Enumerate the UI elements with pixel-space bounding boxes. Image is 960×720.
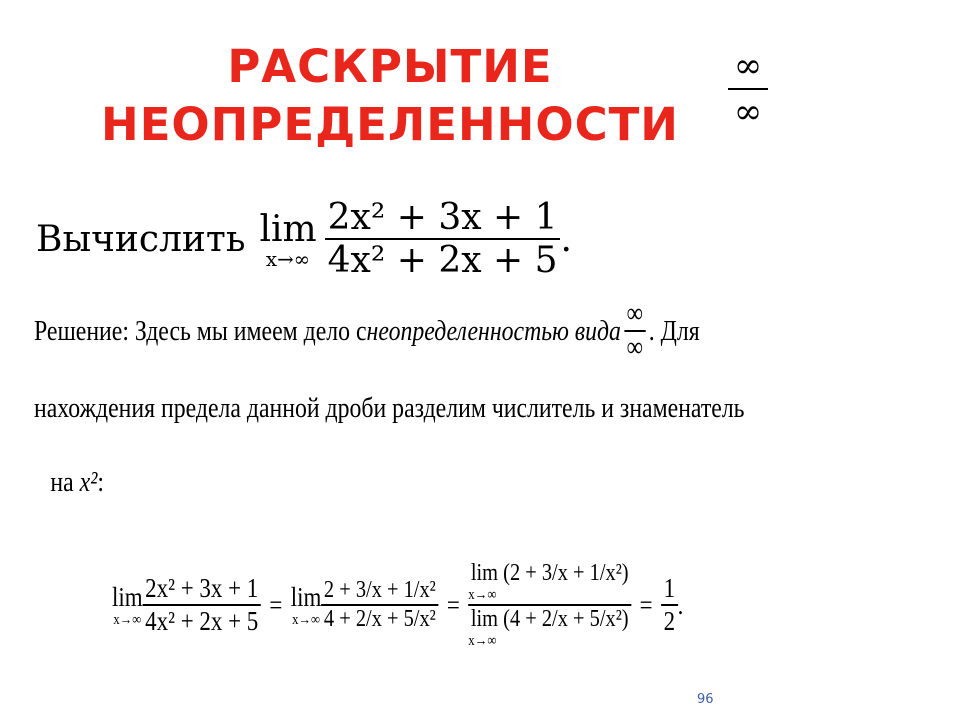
solution-line3-suffix: : — [97, 466, 104, 498]
formula-fraction-2 — [321, 577, 438, 633]
indeterminate-form — [726, 46, 770, 132]
formula-fraction-3 — [468, 560, 631, 650]
fraction-bar — [728, 88, 768, 90]
slide-title — [90, 38, 690, 154]
task-statement — [36, 194, 572, 284]
solution-italic: неопределенностью вида — [366, 314, 621, 347]
result-denominator: 2 — [663, 606, 676, 636]
lim-subscript: x→∞ — [468, 587, 497, 603]
task-label: Вычислить — [36, 218, 246, 260]
solution-line2: нахождения предела данной дроби разделим числитель и знаменатель — [34, 391, 745, 424]
formula-limit-2 — [291, 582, 322, 628]
solution-suffix: . Для — [648, 314, 700, 347]
slide-title-line2: НЕОПРЕДЕЛЕННОСТИ — [101, 98, 679, 151]
indeterminate-numerator: ∞ — [733, 46, 763, 86]
solution-fraction — [624, 298, 645, 364]
formula-f3-den — [468, 606, 631, 633]
task-fraction — [325, 197, 561, 281]
lim-text: lim — [112, 582, 143, 613]
solution-formula — [112, 540, 683, 670]
equals-sign: = — [639, 589, 653, 620]
formula-period: . — [677, 589, 684, 620]
formula-f3-num — [468, 560, 631, 587]
solution-line3 — [50, 466, 104, 499]
formula-result — [661, 573, 678, 637]
solution-frac-den: ∞ — [626, 332, 644, 363]
slide-title-line1: РАСКРЫТИЕ — [227, 40, 553, 93]
formula-f1-den: 4x² + 2x + 5 — [145, 606, 259, 636]
formula-f2-den: 4 + 2/x + 5/x² — [323, 606, 436, 632]
indeterminate-denominator: ∞ — [733, 92, 763, 132]
solution-line3-var: x² — [79, 466, 98, 498]
solution-prefix: Решение: Здесь мы имеем дело с — [34, 314, 367, 347]
formula-limit-1 — [112, 582, 143, 628]
task-numerator: 2x² + 3x + 1 — [327, 197, 558, 238]
formula-fraction-1 — [143, 573, 261, 637]
formula-f1-num: 2x² + 3x + 1 — [145, 573, 259, 603]
task-denominator: 4x² + 2x + 5 — [327, 240, 558, 281]
result-numerator: 1 — [663, 573, 676, 603]
lim-subscript: x→∞ — [292, 612, 321, 629]
lim-subscript: x→∞ — [468, 633, 497, 649]
task-limit-operator — [259, 209, 316, 270]
lim-subscript: x→∞ — [113, 612, 142, 629]
page-number: 96 — [697, 692, 714, 707]
equals-sign: = — [446, 589, 460, 620]
formula-f2-num: 2 + 3/x + 1/x² — [323, 577, 436, 603]
solution-line3-prefix: на — [50, 466, 80, 498]
formula-f3-num-text: lim (2 + 3/x + 1/x²) — [470, 560, 629, 586]
equals-sign: = — [269, 589, 283, 620]
lim-text: lim — [290, 582, 322, 613]
task-period: . — [560, 218, 572, 260]
formula-f3-den-text: lim (4 + 2/x + 5/x²) — [470, 606, 629, 632]
solution-line1 — [34, 296, 700, 366]
solution-frac-num: ∞ — [626, 298, 644, 329]
solution-text — [34, 296, 745, 498]
lim-text: lim — [259, 208, 317, 250]
lim-subscript: x→∞ — [265, 247, 311, 271]
